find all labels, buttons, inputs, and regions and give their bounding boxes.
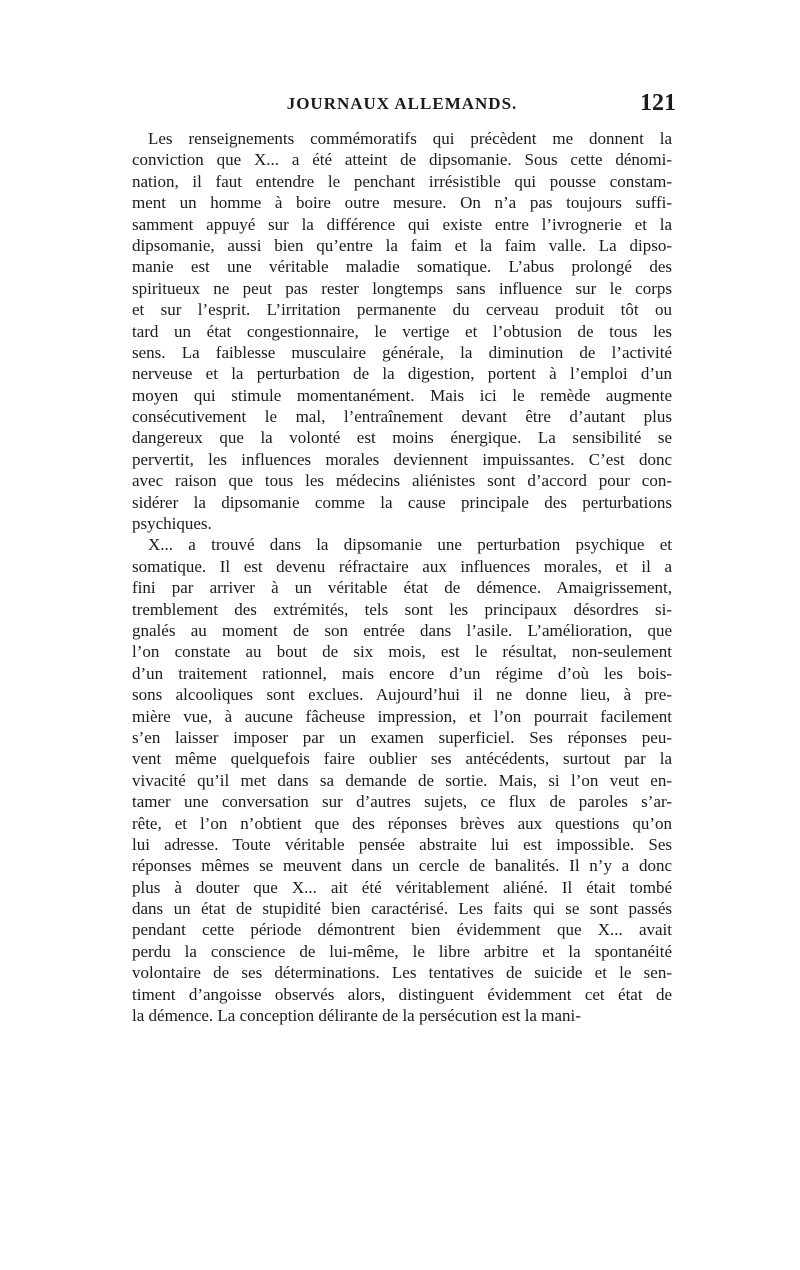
page-number: 121 xyxy=(640,90,676,116)
text-line: conviction que X... a été atteint de dipsomanie. Sous cette dénomi- xyxy=(132,150,672,170)
text-line: gnalés au moment de son entrée dans l’asile. L’amélioration, que xyxy=(132,620,672,640)
text-line: dans un état de stupidité bien caractérisé. Les faits qui se sont passés xyxy=(132,899,672,919)
text-line: Les renseignements commémoratifs qui précèdent me donnent la xyxy=(148,129,672,148)
text-line: tard un état congestionnaire, le vertige et l’obtusion de tous les xyxy=(132,321,672,341)
running-head xyxy=(128,90,676,120)
text-line: la démence. La conception délirante de la persécution est la mani- xyxy=(132,1006,581,1026)
text-line: s’en laisser imposer par un examen superficiel. Ses réponses peu- xyxy=(132,727,672,747)
text-line: volontaire de ses déterminations. Les tentatives de suicide et le sen- xyxy=(132,963,672,983)
text-line: dipsomanie, aussi bien qu’entre la faim et la faim valle. La dipso- xyxy=(132,235,672,255)
text-line: spiritueux ne peut pas rester longtemps sans influence sur le corps xyxy=(132,278,672,298)
text-line: pendant cette période démontrent bien évidemment que X... avait xyxy=(132,920,672,940)
text-line: pervertit, les influences morales deviennent impuissantes. C’est donc xyxy=(132,449,672,469)
text-line: réponses mêmes se meuvent dans un cercle de banalités. Il n’y a donc xyxy=(132,856,672,876)
paragraph xyxy=(132,128,672,534)
text-line: vent même quelquefois faire oublier ses antécédents, surtout par la xyxy=(132,749,672,769)
text-line: tremblement des extrémités, tels sont les principaux désordres si- xyxy=(132,599,672,619)
text-line: avec raison que tous les médecins aliénistes sont d’accord pour con- xyxy=(132,471,672,491)
paragraph xyxy=(132,534,672,1026)
text-line: consécutivement le mal, l’entraînement devant être d’autant plus xyxy=(132,407,672,427)
text-line: vivacité qu’il met dans sa demande de sortie. Mais, si l’on veut en- xyxy=(132,770,672,790)
text-line: psychiques. xyxy=(132,514,212,534)
text-line: nation, il faut entendre le penchant irrésistible qui pousse constam- xyxy=(132,171,672,191)
text-line: sens. La faiblesse musculaire générale, la diminution de l’activité xyxy=(132,342,672,362)
text-line: samment appuyé sur la différence qui existe entre l’ivrognerie et la xyxy=(132,214,672,234)
text-line: X... a trouvé dans la dipsomanie une perturbation psychique et xyxy=(148,535,672,555)
text-line: timent d’angoisse observés alors, distinguent évidemment cet état de xyxy=(132,984,672,1004)
text-line: mière vue, à aucune fâcheuse impression, et l’on pourrait facilement xyxy=(132,706,672,726)
text-line: et sur l’esprit. L’irritation permanente du cerveau produit tôt ou xyxy=(132,300,672,320)
text-line: rête, et l’on n’obtient que des réponses brèves aux questions qu’on xyxy=(132,813,672,833)
text-line: dangereux que la volonté est moins énergique. La sensibilité se xyxy=(132,428,672,448)
text-line: manie est une véritable maladie somatique. L’abus prolongé des xyxy=(132,257,672,277)
text-line: ment un homme à boire outre mesure. On n’a pas toujours suffi- xyxy=(132,193,672,213)
running-title: JOURNAUX ALLEMANDS. xyxy=(286,94,518,113)
text-line: fini par arriver à un véritable état de démence. Amaigrissement, xyxy=(132,578,672,598)
text-line: sidérer la dipsomanie comme la cause principale des perturbations xyxy=(132,492,672,512)
text-line: l’on constate au bout de six mois, est le résultat, non-seulement xyxy=(132,642,672,662)
text-line: tamer une conversation sur d’autres sujets, ce flux de paroles s’ar- xyxy=(132,792,672,812)
text-line: somatique. Il est devenu réfractaire aux influences morales, et il a xyxy=(132,556,672,576)
text-line: moyen qui stimule momentanément. Mais ici le remède augmente xyxy=(132,385,672,405)
body-text xyxy=(132,128,672,1026)
text-line: sons alcooliques sont exclues. Aujourd’hui il ne donne lieu, à pre- xyxy=(132,685,672,705)
text-line: nerveuse et la perturbation de la digestion, portent à l’emploi d’un xyxy=(132,364,672,384)
text-line: perdu la conscience de lui-même, le libre arbitre et la spontanéité xyxy=(132,941,672,961)
text-line: d’un traitement rationnel, mais encore d’un régime d’où les bois- xyxy=(132,663,672,683)
text-line: plus à douter que X... ait été véritablement aliéné. Il était tombé xyxy=(132,877,672,897)
text-line: lui adresse. Toute véritable pensée abstraite lui est impossible. Ses xyxy=(132,834,672,854)
